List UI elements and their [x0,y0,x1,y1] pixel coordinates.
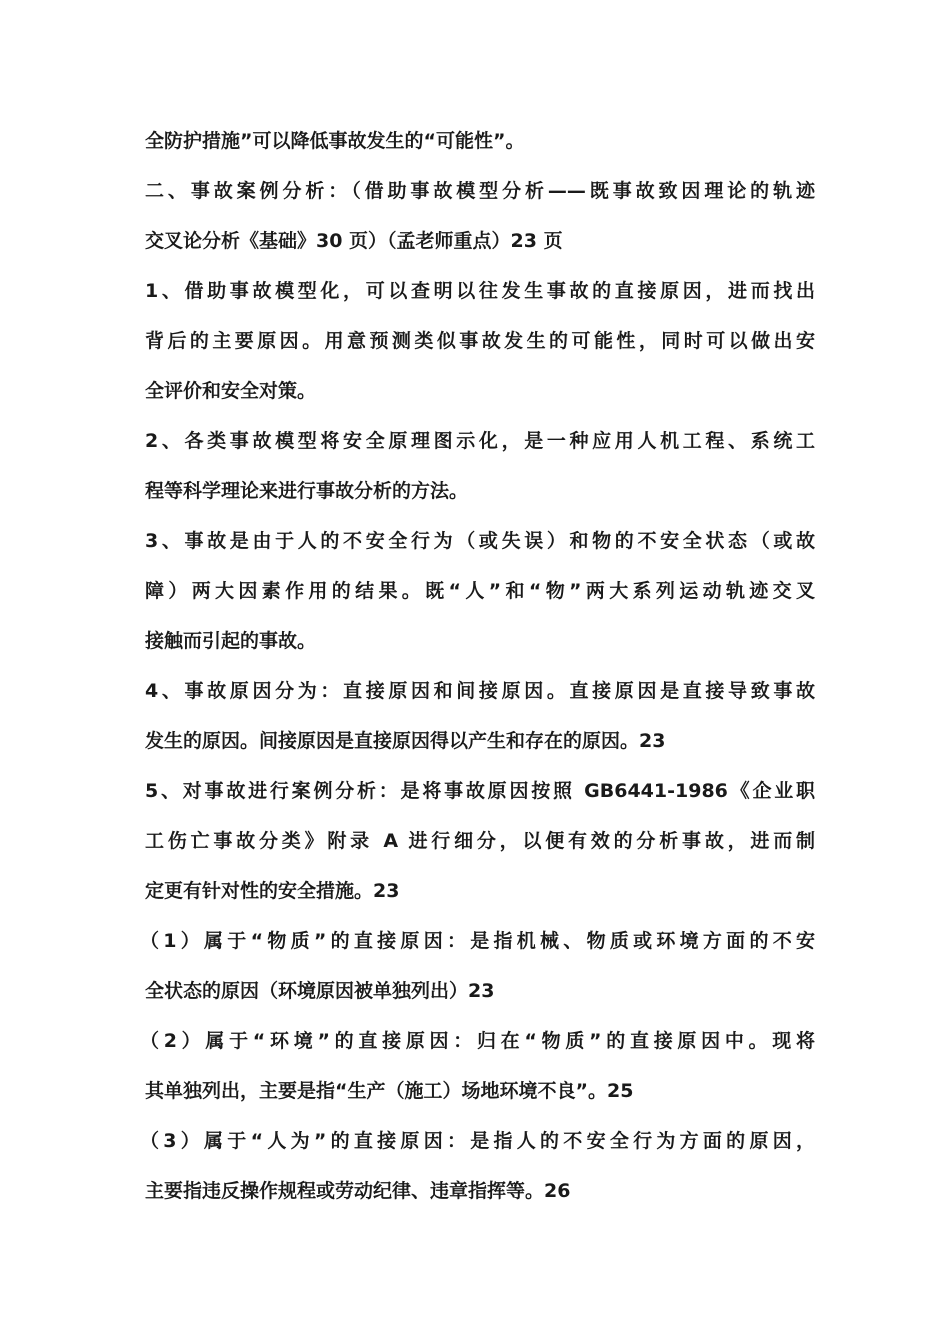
text-line: 全评价和安全对策。 [145,380,317,402]
text-line: 障）两大因素作用的结果。既“人”和“物”两大系列运动轨迹交叉 [145,580,815,602]
text-line: 背后的主要原因。用意预测类似事故发生的可能性，同时可以做出安 [145,330,815,352]
text-line: （3）属于“人为”的直接原因：是指人的不安全行为方面的原因， [140,1130,815,1152]
text-line: 交叉论分析《基础》30 页）（孟老师重点）23 页 [145,230,563,252]
text-line: 接触而引起的事故。 [145,630,317,652]
text-line: 2、各类事故模型将安全原理图示化，是一种应用人机工程、系统工 [145,430,815,452]
text-line: 定更有针对性的安全措施。23 [145,880,400,902]
text-line: 1、借助事故模型化，可以查明以往发生事故的直接原因，进而找出 [145,280,815,302]
text-line: 全状态的原因（环境原因被单独列出）23 [145,980,495,1002]
text-line: 程等科学理论来进行事故分析的方法。 [145,480,469,502]
text-line: 3、事故是由于人的不安全行为（或失误）和物的不安全状态（或故 [145,530,815,552]
text-line: 工伤亡事故分类》附录 A 进行细分，以便有效的分析事故，进而制 [145,830,815,852]
text-line: 其单独列出，主要是指“生产（施工）场地环境不良”。25 [145,1080,634,1102]
text-line: （1）属于“物质”的直接原因：是指机械、物质或环境方面的不安 [140,930,815,952]
text-line: 发生的原因。间接原因是直接原因得以产生和存在的原因。23 [145,730,666,752]
text-line: 主要指违反操作规程或劳动纪律、违章指挥等。26 [145,1180,571,1202]
text-line: （2）属于“环境”的直接原因：归在“物质”的直接原因中。现将 [140,1030,815,1052]
text-line: 二、事故案例分析：（借助事故模型分析——既事故致因理论的轨迹 [145,180,815,202]
text-line: 5、对事故进行案例分析：是将事故原因按照 GB6441-1986《企业职 [145,780,815,802]
text-line: 4、事故原因分为：直接原因和间接原因。直接原因是直接导致事故 [145,680,815,702]
text-line: 全防护措施”可以降低事故发生的“可能性”。 [145,130,525,152]
document-body [140,116,815,1216]
